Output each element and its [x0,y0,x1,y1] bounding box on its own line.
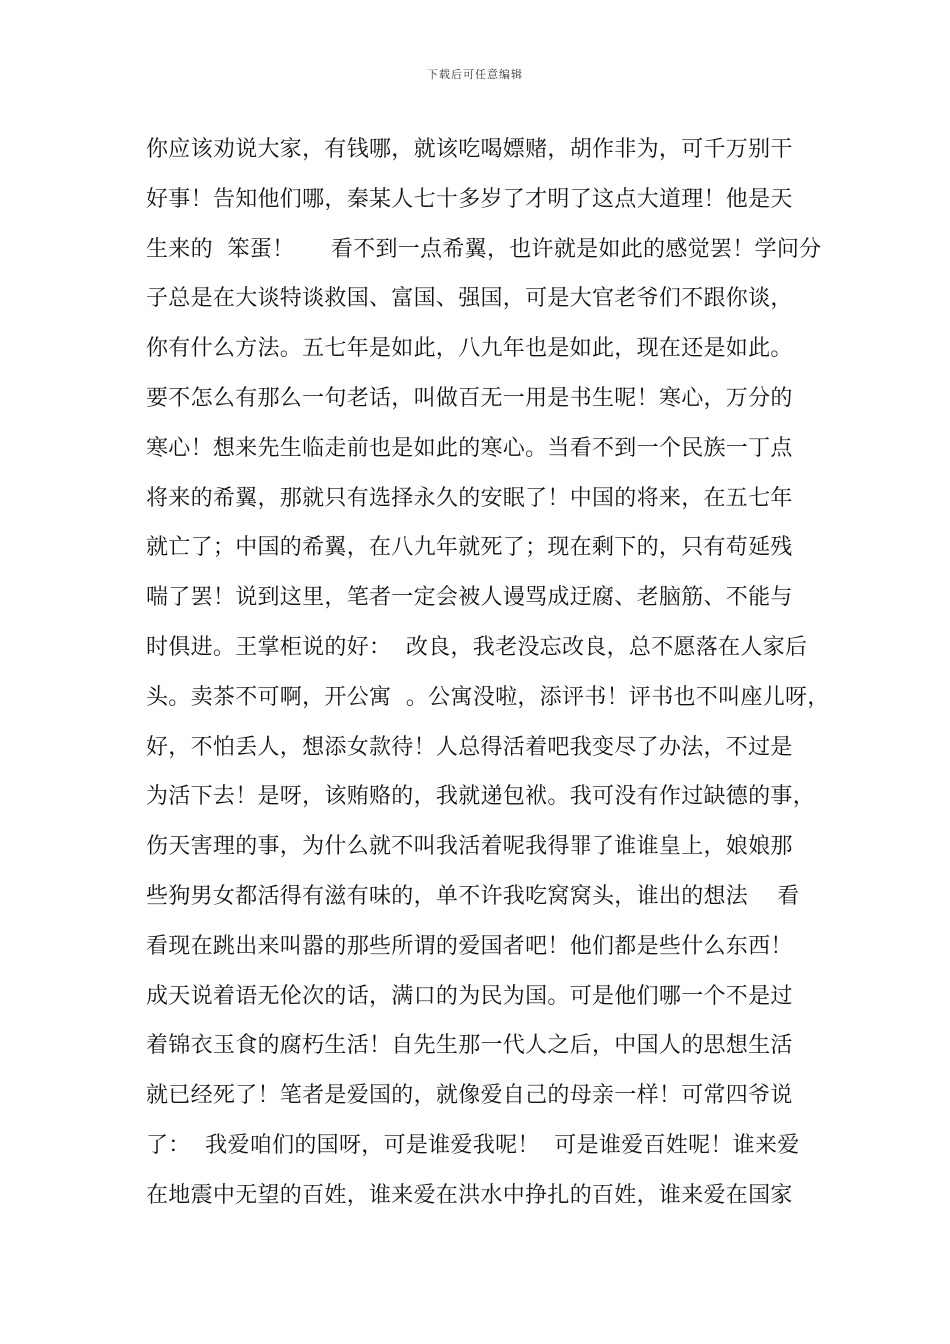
text-line: 寒心！想来先生临走前也是如此的寒心。当看不到一个民族一丁点 [146,435,793,461]
text-line: 就已经死了！笔者是爱国的，就像爱自己的母亲一样！可常四爷说 [146,1083,793,1109]
text-line: 好，不怕丢人，想添女款待！人总得活着吧我变尽了办法，不过是 [146,734,793,760]
text-line: 将来的希翼，那就只有选择永久的安眠了！中国的将来，在五七年 [146,485,793,511]
text-line: 成天说着语无伦次的话，满口的为民为国。可是他们哪一个不是过 [146,983,793,1009]
text-line: 好事！告知他们哪，秦某人七十多岁了才明了这点大道理！他是天 [146,186,793,212]
text-line: 要不怎么有那么一句老话，叫做百无一用是书生呢！寒心，万分的 [146,385,793,411]
text-line: 生来的 笨蛋！ 看不到一点希翼，也许就是如此的感觉罢！学问分 [146,236,822,262]
text-line: 着锦衣玉食的腐朽生活！自先生那一代人之后，中国人的思想生活 [146,1033,793,1059]
text-line: 时俱进。王掌柜说的好： 改良，我老没忘改良，总不愿落在人家后 [146,634,808,660]
text-line: 看现在跳出来叫嚣的那些所谓的爱国者吧！他们都是些什么东西！ [146,933,793,959]
text-line: 你有什么方法。五七年是如此，八九年也是如此，现在还是如此。 [146,336,793,362]
text-line: 为活下去！是呀，该贿赂的，我就递包袱。我可没有作过缺德的事， [146,784,816,810]
body-text [146,130,846,1226]
text-line: 头。卖茶不可啊，开公寓 。公寓没啦，添评书！评书也不叫座儿呀， [146,684,830,710]
text-line: 你应该劝说大家，有钱哪，就该吃喝嫖赌，胡作非为，可千万别干 [146,137,793,162]
text-line: 喘了罢！说到这里，笔者一定会被人谩骂成迂腐、老脑筋、不能与 [146,585,793,611]
text-line: 些狗男女都活得有滋有味的，单不许我吃窝窝头，谁出的想法 看 [146,883,800,909]
header-note: 下载后可任意编辑 [427,68,523,81]
text-line: 了： 我爱咱们的国呀，可是谁爱我呢！ 可是谁爱百姓呢！谁来爱 [146,1132,800,1158]
text-line: 就亡了；中国的希翼，在八九年就死了；现在剩下的，只有苟延残 [146,535,793,561]
text-line: 子总是在大谈特谈救国、富国、强国，可是大官老爷们不跟你谈， [146,286,793,312]
text-line: 伤天害理的事，为什么就不叫我活着呢我得罪了谁谁皇上，娘娘那 [146,834,793,860]
text-line: 在地震中无望的百姓，谁来爱在洪水中挣扎的百姓，谁来爱在国家 [146,1182,793,1208]
